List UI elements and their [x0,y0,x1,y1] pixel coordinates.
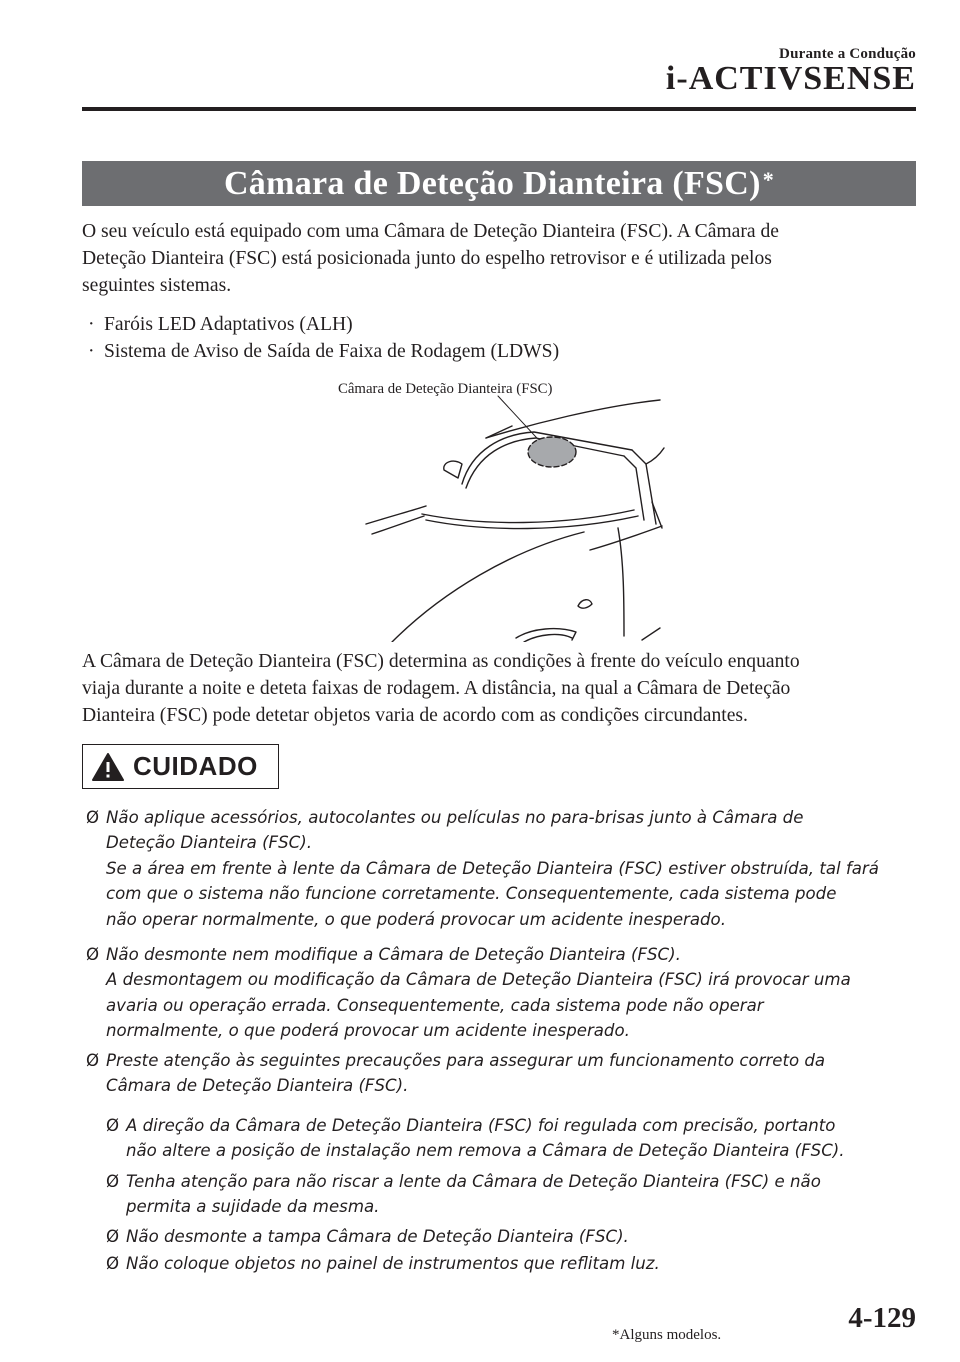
system-item [88,311,353,339]
caution-subitem [106,1113,916,1165]
caution-line: Preste atenção às seguintes precauções para assegurar um funcionamento correto da [106,1051,826,1070]
caution-line: A direção da Câmara de Deteção Dianteira (FSC) foi regulada com precisão, portanto [126,1116,836,1135]
chapter-title: i-ACTIVSENSE [665,60,916,97]
intro-line: Deteção Dianteira (FSC) está posicionada junto do espelho retrovisor e é utilizada pelos [82,248,772,269]
arrow-bullet-icon: Ø [106,1116,120,1135]
section-title: Durante a Condução [779,46,916,62]
windshield-camera-illustration [362,392,668,642]
arrow-bullet-icon: Ø [106,1172,120,1191]
system-label: Sistema de Aviso de Saída de Faixa de Rodagem (LDWS) [104,341,560,362]
caution-line: Não aplique acessórios, autocolantes ou películas no para-brisas junto à Câmara de [106,808,804,827]
description-line: A Câmara de Deteção Dianteira (FSC) determina as condições à frente do veículo enquanto [82,651,800,672]
description-line: viaja durante a noite e deteta faixas de rodagem. A distância, na qual a Câmara de Deteção [82,678,791,699]
arrow-bullet-icon: Ø [86,808,100,827]
caution-header [82,744,279,789]
caution-line: permita a sujidade da mesma. [126,1197,380,1217]
page-title-text: Câmara de Deteção Dianteira (FSC) [223,164,761,202]
caution-line: Não desmonte a tampa Câmara de Deteção Dianteira (FSC). [126,1227,629,1246]
bullet-dot: · [88,341,95,362]
arrow-bullet-icon: Ø [106,1254,120,1273]
caution-subitem [106,1169,916,1221]
intro-line: seguintes sistemas. [82,275,232,296]
caution-line: não altere a posição de instalação nem remova a Câmara de Deteção Dianteira (FSC). [126,1141,845,1161]
page-title [82,161,916,206]
footnote: *Alguns modelos. [612,1327,722,1343]
caution-line: Tenha atenção para não riscar a lente da Câmara de Deteção Dianteira (FSC) e não [126,1172,821,1191]
caution-line: A desmontagem ou modificação da Câmara de Deteção Dianteira (FSC) irá provocar uma [106,970,851,990]
caution-line: Não desmonte nem modifique a Câmara de Deteção Dianteira (FSC). [106,945,681,964]
system-label: Faróis LED Adaptativos (ALH) [104,314,353,335]
caution-item [86,1048,916,1100]
caution-line: avaria ou operação errada. Consequentemente, cada sistema pode não operar [106,995,764,1015]
arrow-bullet-icon: Ø [106,1227,120,1246]
warning-triangle-icon [91,752,125,782]
caution-item [86,805,916,933]
caution-line: normalmente, o que poderá provocar um acidente inesperado. [106,1021,630,1041]
description-line: Dianteira (FSC) pode detetar objetos varia de acordo com as condições circundantes. [82,705,748,726]
caution-line: com que o sistema não funcione corretamente. Consequentemente, cada sistema pode [106,884,837,904]
caution-line: não operar normalmente, o que poderá provocar um acidente inesperado. [106,909,726,929]
caution-label: CUIDADO [133,751,258,781]
header-rule [82,107,916,111]
bullet-dot: · [88,314,95,335]
system-item [88,338,559,366]
caution-line: Câmara de Deteção Dianteira (FSC). [106,1076,409,1096]
caution-line: Deteção Dianteira (FSC). [106,833,312,853]
caution-subitem [106,1224,916,1250]
optional-marker: * [762,166,775,192]
caution-line: Não coloque objetos no painel de instrumentos que reflitam luz. [126,1254,660,1273]
caution-item [86,942,916,1044]
arrow-bullet-icon: Ø [86,1051,100,1070]
page-number: 4-129 [848,1302,916,1334]
caution-line: Se a área em frente à lente da Câmara de Deteção Dianteira (FSC) estiver obstruída, tal fará [106,858,879,878]
caution-subitem [106,1251,916,1277]
arrow-bullet-icon: Ø [86,945,100,964]
intro-line: O seu veículo está equipado com uma Câmara de Deteção Dianteira (FSC). A Câmara de [82,221,779,242]
figure-callout: Câmara de Deteção Dianteira (FSC) [338,381,553,397]
